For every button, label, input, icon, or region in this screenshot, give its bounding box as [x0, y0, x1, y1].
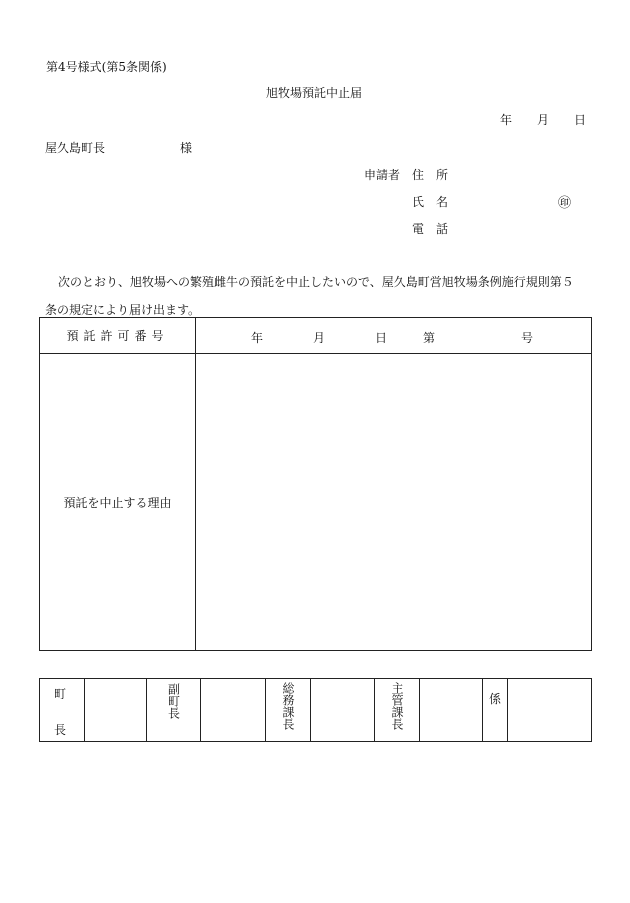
reason-label: 預託を中止する理由 [63, 495, 172, 510]
staff-label: 係 [488, 692, 501, 706]
page-title: 旭牧場預託中止届 [266, 86, 363, 100]
permit-label-cell [40, 318, 196, 354]
reason-row [40, 354, 592, 651]
staff-stamp-cell[interactable] [508, 679, 592, 742]
vice-mayor-label: 副町長 [166, 683, 181, 719]
vice-mayor-label-cell [147, 679, 201, 742]
reason-label-cell [40, 354, 196, 651]
addressee-name: 屋久島町長 [45, 141, 106, 155]
general-affairs-label-cell [266, 679, 311, 742]
date-month-label: 月 [537, 113, 550, 127]
staff-label-cell [483, 679, 508, 742]
permit-month-label: 月 [313, 330, 326, 345]
permit-year-label: 年 [251, 330, 264, 345]
body-text-line2: 条の規定により届け出ます。 [45, 303, 201, 317]
mayor-label-cell [40, 679, 85, 742]
competent-label-cell [375, 679, 420, 742]
applicant-label: 申請者 [364, 168, 401, 182]
general-affairs-label: 総務課長 [281, 682, 295, 730]
reason-value-cell[interactable] [196, 354, 592, 651]
address-label: 住 所 [412, 168, 449, 182]
addressee-honorific: 様 [180, 141, 193, 155]
date-day-label: 日 [574, 113, 587, 127]
permit-dai-label: 第 [423, 330, 436, 345]
permit-row [40, 318, 592, 354]
mayor-label-bottom: 長 [54, 723, 67, 737]
date-year-label: 年 [500, 113, 513, 127]
phone-label: 電 話 [412, 222, 449, 236]
mayor-stamp-cell[interactable] [85, 679, 147, 742]
competent-stamp-cell[interactable] [420, 679, 483, 742]
seal-mark: ㊞ [558, 196, 572, 211]
permit-day-label: 日 [375, 330, 388, 345]
approval-table [39, 678, 592, 742]
name-label: 氏 名 [412, 195, 449, 209]
general-affairs-stamp-cell[interactable] [311, 679, 375, 742]
permit-value-cell[interactable] [196, 318, 592, 354]
vice-mayor-stamp-cell[interactable] [201, 679, 266, 742]
form-number: 第4号様式(第5条関係) [46, 60, 167, 74]
mayor-label-top: 町 [54, 687, 67, 701]
permit-go-label: 号 [521, 330, 534, 345]
body-text-line1: 次のとおり、旭牧場への繁殖雌牛の預託を中止したいので、屋久島町営旭牧場条例施行規則第５ [58, 275, 574, 289]
main-table [39, 317, 592, 651]
permit-label: 預託許可番号 [66, 329, 169, 343]
competent-label: 主管課長 [390, 682, 404, 730]
